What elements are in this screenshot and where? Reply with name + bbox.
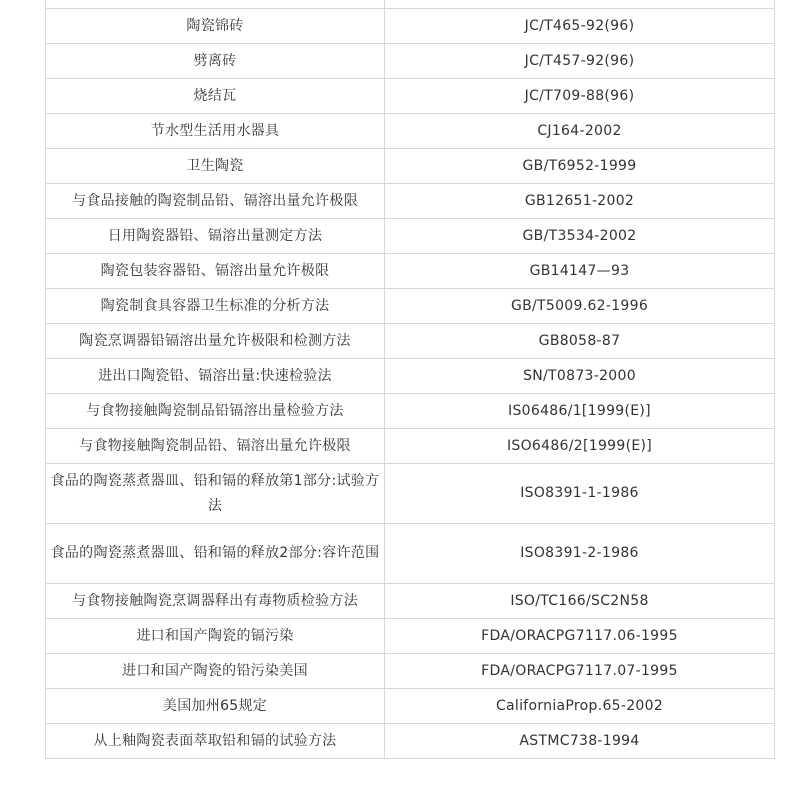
standards-table	[45, 0, 775, 759]
table-row	[46, 524, 775, 584]
standard-code-cell: FDA/ORACPG7117.07-1995	[385, 654, 775, 689]
table-row	[46, 724, 775, 759]
standard-code-cell: GB/T5009.62-1996	[385, 289, 775, 324]
standard-code-cell: ISO8391-1-1986	[385, 464, 775, 524]
table-row	[46, 324, 775, 359]
standard-code-cell: GB8058-87	[385, 324, 775, 359]
table-row	[46, 9, 775, 44]
standard-code-cell: FDA/ORACPG7117.06-1995	[385, 619, 775, 654]
table-row-cutoff	[46, 0, 775, 9]
product-name-cell: 陶瓷制食具容器卫生标准的分析方法	[46, 289, 385, 324]
table-row	[46, 44, 775, 79]
standard-code-cell: GB14147—93	[385, 254, 775, 289]
product-name-cell: 节水型生活用水器具	[46, 114, 385, 149]
product-name-cell: 陶瓷烹调器铅镉溶出量允许极限和检测方法	[46, 324, 385, 359]
standard-code-cell: JC/T457-92(96)	[385, 44, 775, 79]
standard-code-cell: ISO6486/2[1999(E)]	[385, 429, 775, 464]
standard-code-cell: CaliforniaProp.65-2002	[385, 689, 775, 724]
product-name-cell: 食品的陶瓷蒸煮器皿、铅和镉的释放第1部分:试验方法	[46, 464, 385, 524]
standard-code-cell: ISO/TC166/SC2N58	[385, 584, 775, 619]
product-name-cell: 与食物接触陶瓷烹调器释出有毒物质检验方法	[46, 584, 385, 619]
table-row	[46, 149, 775, 184]
product-name-cell: 日用陶瓷器铅、镉溶出量测定方法	[46, 219, 385, 254]
table-row	[46, 114, 775, 149]
table-row	[46, 584, 775, 619]
product-name-cell: 与食品接触的陶瓷制品铅、镉溶出量允许极限	[46, 184, 385, 219]
standard-code-cell: JC/T465-92(96)	[385, 9, 775, 44]
product-name-cell: 烧结瓦	[46, 79, 385, 114]
standard-code-cell: IS06486/1[1999(E)]	[385, 394, 775, 429]
standard-code-cell: GB12651-2002	[385, 184, 775, 219]
product-name-cell: 美国加州65规定	[46, 689, 385, 724]
standard-code-cell: GB/T3534-2002	[385, 219, 775, 254]
product-name-cell: 与食物接触陶瓷制品铅、镉溶出量允许极限	[46, 429, 385, 464]
table-row	[46, 689, 775, 724]
product-name-cell: 从上釉陶瓷表面萃取铅和镉的试验方法	[46, 724, 385, 759]
product-name-cell: 卫生陶瓷	[46, 149, 385, 184]
standard-code-cell: SN/T0873-2000	[385, 359, 775, 394]
product-name-cell: 劈离砖	[46, 44, 385, 79]
table-row	[46, 289, 775, 324]
standards-table-container	[45, 0, 774, 759]
table-row	[46, 359, 775, 394]
table-row	[46, 429, 775, 464]
product-name-cell: 陶瓷锦砖	[46, 9, 385, 44]
table-row	[46, 464, 775, 524]
cutoff-cell	[46, 0, 385, 9]
table-row	[46, 79, 775, 114]
cutoff-cell	[385, 0, 775, 9]
product-name-cell: 与食物接触陶瓷制品铅镉溶出量检验方法	[46, 394, 385, 429]
product-name-cell: 进口和国产陶瓷的镉污染	[46, 619, 385, 654]
table-row	[46, 654, 775, 689]
table-row	[46, 219, 775, 254]
product-name-cell: 进出口陶瓷铅、镉溶出量:快速检验法	[46, 359, 385, 394]
standard-code-cell: GB/T6952-1999	[385, 149, 775, 184]
table-row	[46, 619, 775, 654]
product-name-cell: 食品的陶瓷蒸煮器皿、铅和镉的释放2部分:容许范围	[46, 524, 385, 584]
table-row	[46, 184, 775, 219]
standard-code-cell: JC/T709-88(96)	[385, 79, 775, 114]
standard-code-cell: ASTMC738-1994	[385, 724, 775, 759]
product-name-cell: 进口和国产陶瓷的铅污染美国	[46, 654, 385, 689]
standard-code-cell: ISO8391-2-1986	[385, 524, 775, 584]
standard-code-cell: CJ164-2002	[385, 114, 775, 149]
table-row	[46, 394, 775, 429]
standards-table-body	[46, 0, 775, 759]
product-name-cell: 陶瓷包装容器铅、镉溶出量允许极限	[46, 254, 385, 289]
table-row	[46, 254, 775, 289]
